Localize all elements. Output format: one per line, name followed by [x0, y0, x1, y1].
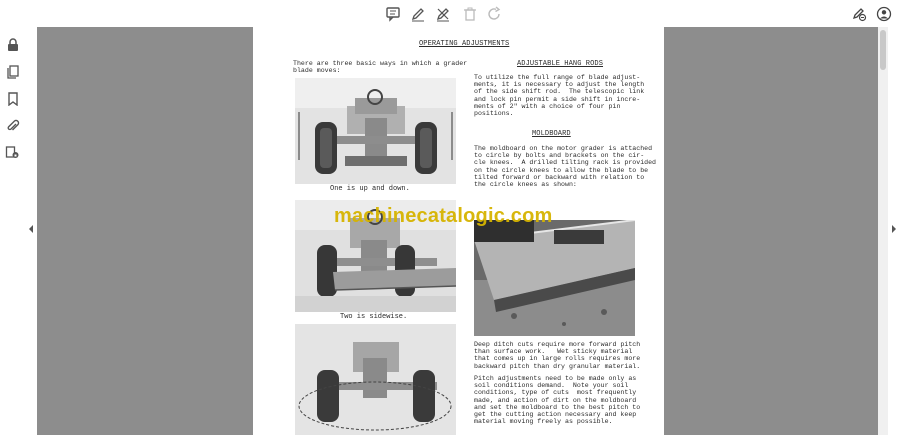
- delete-icon: [460, 4, 480, 24]
- collapse-right-chevron-icon[interactable]: [890, 222, 898, 234]
- watermark: machinecatalogic.com: [334, 205, 553, 227]
- collapse-left-chevron-icon[interactable]: [27, 222, 35, 234]
- sign-icon[interactable]: [433, 4, 453, 24]
- intro-paragraph: There are three basic ways in which a grader blade moves:: [293, 60, 468, 75]
- comment-icon[interactable]: [383, 4, 403, 24]
- moldboard-paragraph: The moldboard on the motor grader is attached to circle by bolts and brackets on the cir- cle knees. A drilled tilting rack is provided on the circle knees to allow the blade to be tilted forward or backward with relation to the circle knees as shown:: [474, 145, 657, 189]
- hang-rods-heading: ADJUSTABLE HANG RODS: [517, 60, 604, 68]
- document-page: [253, 27, 664, 435]
- bookmark-icon[interactable]: [4, 90, 21, 107]
- page-title: OPERATING ADJUSTMENTS: [419, 40, 510, 48]
- edit-sign-icon[interactable]: [849, 4, 869, 24]
- scrollbar-track[interactable]: [878, 27, 888, 435]
- copy-pages-icon[interactable]: [4, 63, 21, 80]
- security-icon[interactable]: [4, 144, 21, 161]
- caption-up-down: One is up and down.: [330, 185, 410, 193]
- hang-rods-paragraph: To utilize the full range of blade adjust- ments, it is necessary to adjust the length of the side shift rod. The telescopic link and lock pin permit a side shift in incre- ments of 2" with a choice of four pin positions.: [474, 74, 645, 118]
- scrollbar-thumb[interactable]: [880, 30, 886, 70]
- grader-photo-up-down: [295, 78, 456, 184]
- top-toolbar: [0, 0, 900, 27]
- moldboard-heading: MOLDBOARD: [532, 130, 571, 138]
- caption-sidewise: Two is sidewise.: [340, 313, 408, 321]
- pitch-paragraph: Pitch adjustments need to be made only as soil conditions demand. Note your soil conditions, type of cuts most frequently made, and action of dirt on the moldboard and set the moldboard to the best pitch to get the cutting action necessary and keep material moving freely as possible.: [474, 375, 641, 426]
- ditch-paragraph: Deep ditch cuts require more forward pitch than surface work. Wet sticky material that comes up in large rolls requires more backward pitch than dry granular material.: [474, 341, 641, 370]
- moldboard-photo: [474, 220, 635, 336]
- grader-photo-rotation: [295, 324, 456, 435]
- redo-icon: [485, 4, 505, 24]
- account-icon[interactable]: [874, 4, 894, 24]
- draw-icon[interactable]: [408, 4, 428, 24]
- lock-icon[interactable]: [4, 36, 21, 53]
- left-sidebar: [0, 27, 25, 435]
- attachment-icon[interactable]: [4, 117, 21, 134]
